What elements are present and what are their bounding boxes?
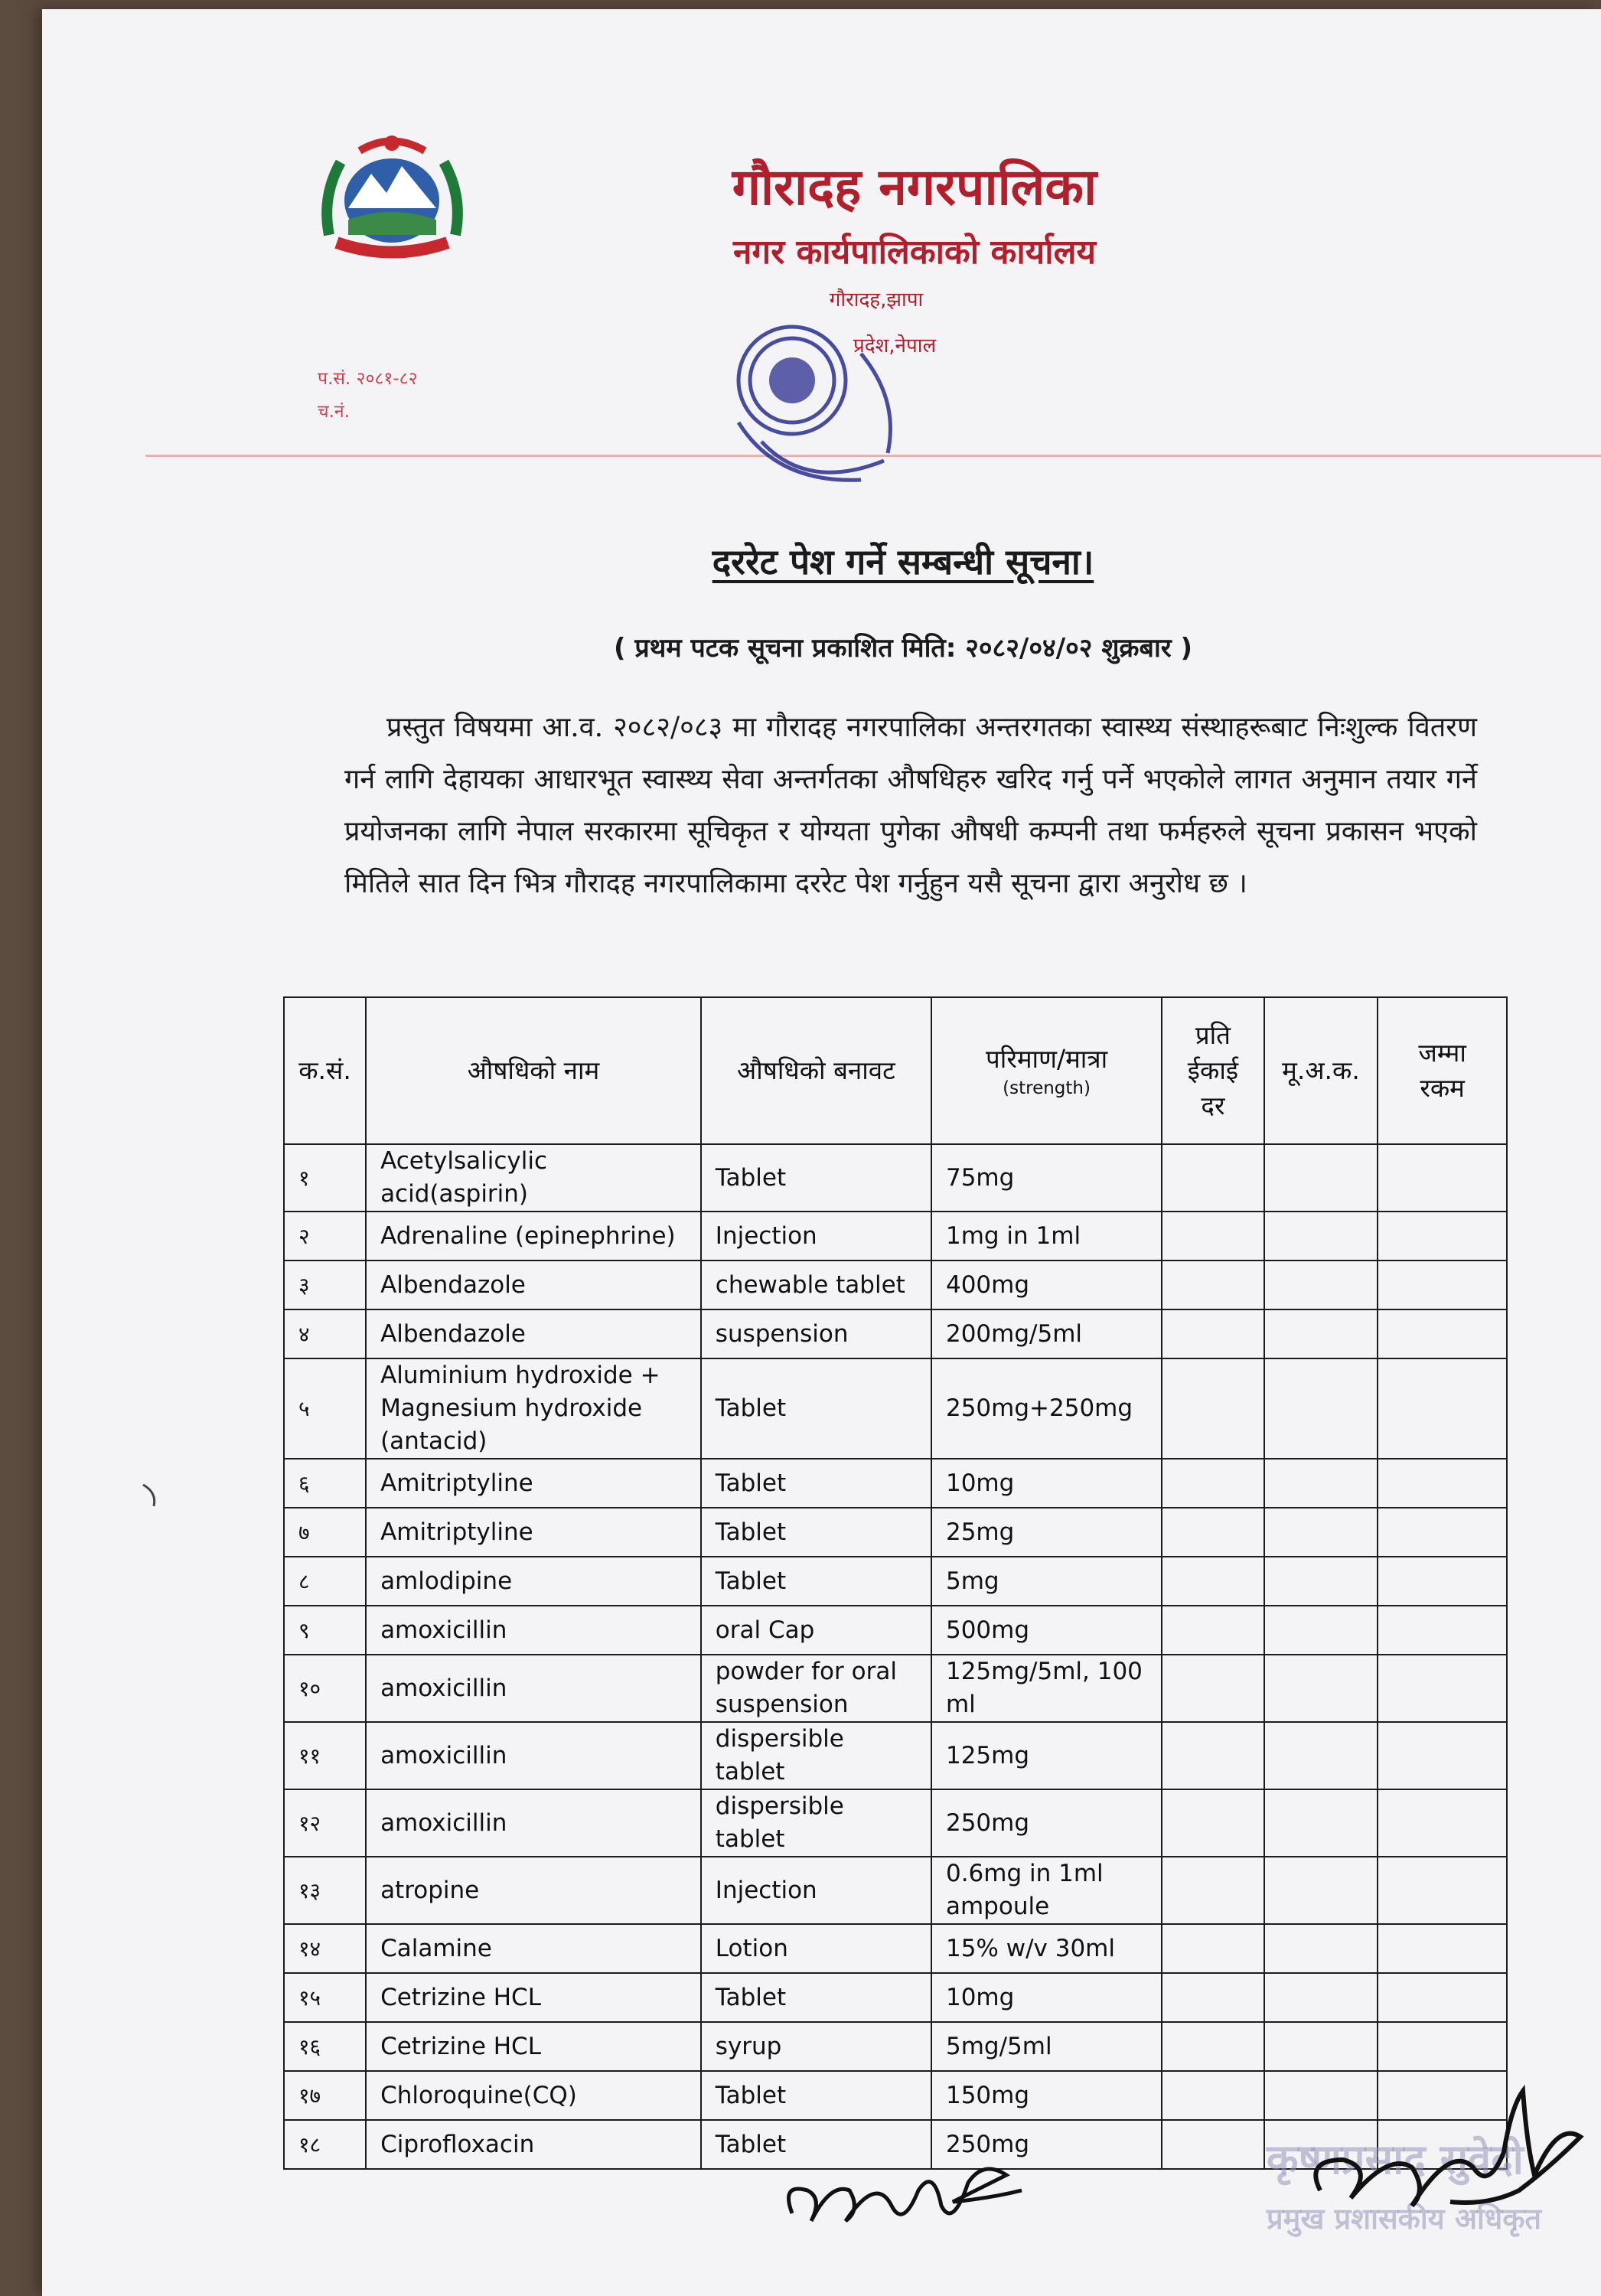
cell-sn: ७ [284,1508,366,1557]
cell-sn: १५ [284,1973,366,2022]
punch-hole-mark [134,1479,169,1514]
reference-number: प.सं. २०८१-८२ [318,369,418,389]
cell-dosage-form: Tablet [701,2120,931,2169]
cell-medicine-name: Aluminium hydroxide + Magnesium hydroxide (antacid) [366,1358,701,1459]
cell-strength: 5mg/5ml [931,2022,1162,2071]
cell-total [1378,1309,1507,1358]
header-form: औषधिको बनावट [701,997,931,1144]
cell-total [1378,1508,1507,1557]
notice-body: प्रस्तुत विषयमा आ.व. २०८२/०८३ मा गौरादह नगरपालिका अन्तरगतका स्वास्थ्य संस्थाहरूबाट निःशुल्क वितरण गर्न लागि देहायका आधारभूत स्वास्थ्य सेवा अन्तर्गतका औषधिहरु खरिद गर्नु पर्ने भएकोले लागत अनुमान तयार गर्ने प्रयोजनका लागि नेपाल सरकारमा सूचिकृत र योग्यता पुगेका औषधी कम्पनी तथा फर्महरुले सूचना प्रकासन भएको मितिले सात दिन भित्र गौरादह नगरपालिकामा दररेट पेश गर्नुहुन यसै सूचना द्वारा अनुरोध छ । [344,712,1477,899]
cell-strength: 1mg in 1ml [931,1212,1162,1261]
cell-sn: १ [284,1144,366,1212]
cell-strength: 250mg [931,1789,1162,1857]
cell-vat [1264,2022,1378,2071]
cell-medicine-name: amoxicillin [366,1722,701,1789]
cell-total [1378,1973,1507,2022]
cell-sn: २ [284,1212,366,1261]
cell-dosage-form: dispersible tablet [701,1789,931,1857]
medicine-table [283,996,1508,2170]
cell-medicine-name: amlodipine [366,1557,701,1606]
cell-rate [1162,1309,1264,1358]
cell-dosage-form: Lotion [701,1924,931,1973]
cell-sn: १६ [284,2022,366,2071]
cell-vat [1264,1212,1378,1261]
cell-strength: 250mg [931,2120,1162,2169]
cell-dosage-form: Tablet [701,1557,931,1606]
cell-total [1378,2022,1507,2071]
cell-total [1378,1459,1507,1508]
cell-dosage-form: powder for oral suspension [701,1655,931,1722]
cell-sn: १२ [284,1789,366,1857]
table-row [284,1144,1507,1212]
header-rate: प्रति ईकाई दर [1162,997,1264,1144]
cell-rate [1162,1789,1264,1857]
table-row [284,1358,1507,1459]
cell-total [1378,1655,1507,1722]
cell-dosage-form: Tablet [701,1459,931,1508]
table-row [284,1722,1507,1789]
cell-rate [1162,1857,1264,1924]
dispatch-number: च.नं. [318,402,350,422]
cell-dosage-form: Injection [701,1212,931,1261]
cell-total [1378,1789,1507,1857]
office-stamp [708,308,930,514]
cell-medicine-name: amoxicillin [366,1789,701,1857]
cell-rate [1162,1973,1264,2022]
cell-rate [1162,1722,1264,1789]
cell-strength: 400mg [931,1261,1162,1309]
cell-strength: 250mg+250mg [931,1358,1162,1459]
cell-medicine-name: Cetrizine HCL [366,1973,701,2022]
cell-sn: ९ [284,1606,366,1655]
nepal-emblem-logo [306,120,478,269]
cell-vat [1264,1722,1378,1789]
header-strength [931,997,1162,1144]
publication-date-line: ( प्रथम पटक सूचना प्रकाशित मिति: २०८२/०४/०२ शुक्रबार ) [613,633,1193,664]
cell-total [1378,1212,1507,1261]
table-row [284,1212,1507,1261]
cell-sn: ८ [284,1557,366,1606]
cell-total [1378,1722,1507,1789]
cell-total [1378,1261,1507,1309]
cell-strength: 200mg/5ml [931,1309,1162,1358]
medicine-table-body [284,1144,1507,2169]
table-row [284,1655,1507,1722]
table-row [284,1789,1507,1857]
table-row [284,1924,1507,1973]
cell-total [1378,1358,1507,1459]
cell-sn: ३ [284,1261,366,1309]
cell-vat [1264,1309,1378,1358]
cell-total [1378,1924,1507,1973]
cell-vat [1264,1261,1378,1309]
cell-medicine-name: amoxicillin [366,1606,701,1655]
cell-strength: 15% w/v 30ml [931,1924,1162,1973]
cell-total [1378,1857,1507,1924]
cell-medicine-name: Albendazole [366,1261,701,1309]
cell-sn: ११ [284,1722,366,1789]
signatory-name-stamp: कृष्णप्रसाद सुवेदी [1267,2135,1524,2183]
header-name: औषधिको नाम [366,997,701,1144]
table-row [284,1459,1507,1508]
cell-dosage-form: dispersible tablet [701,1722,931,1789]
cell-sn: १८ [284,2120,366,2169]
cell-medicine-name: Adrenaline (epinephrine) [366,1212,701,1261]
cell-rate [1162,1459,1264,1508]
cell-dosage-form: suspension [701,1309,931,1358]
cell-dosage-form: Tablet [701,2071,931,2120]
cell-vat [1264,1606,1378,1655]
cell-dosage-form: Tablet [701,1973,931,2022]
cell-total [1378,1144,1507,1212]
table-row [284,1309,1507,1358]
cell-dosage-form: Tablet [701,1358,931,1459]
org-office: नगर कार्यपालिकाको कार्यालय [733,233,1096,272]
cell-strength: 125mg [931,1722,1162,1789]
table-row [284,1973,1507,2022]
cell-sn: ४ [284,1309,366,1358]
cell-vat [1264,1973,1378,2022]
cell-sn: १० [284,1655,366,1722]
notice-sheet [42,9,1601,2296]
cell-dosage-form: chewable tablet [701,1261,931,1309]
cell-rate [1162,1924,1264,1973]
table-header-row [284,997,1507,1144]
cell-medicine-name: Acetylsalicylic acid(aspirin) [366,1144,701,1212]
cell-strength: 25mg [931,1508,1162,1557]
cell-dosage-form: Tablet [701,1144,931,1212]
cell-sn: १३ [284,1857,366,1924]
cell-rate [1162,2071,1264,2120]
notice-title: दररेट पेश गर्ने सम्बन्धी सूचना। [712,541,1094,582]
cell-vat [1264,1144,1378,1212]
org-name: गौरादह नगरपालिका [732,157,1097,217]
cell-dosage-form: Tablet [701,1508,931,1557]
cell-vat [1264,1358,1378,1459]
cell-vat [1264,1459,1378,1508]
cell-vat [1264,1557,1378,1606]
cell-medicine-name: Cetrizine HCL [366,2022,701,2071]
handwritten-signature-left [777,2137,1029,2244]
cell-rate [1162,1508,1264,1557]
cell-total [1378,1557,1507,1606]
table-row [284,2022,1507,2071]
cell-dosage-form: syrup [701,2022,931,2071]
cell-medicine-name: Amitriptyline [366,1459,701,1508]
cell-rate [1162,2120,1264,2169]
cell-medicine-name: amoxicillin [366,1655,701,1722]
header-strength-sub: (strength) [1003,1078,1091,1098]
cell-vat [1264,1508,1378,1557]
cell-strength: 10mg [931,1459,1162,1508]
cell-sn: १४ [284,1924,366,1973]
header-total: जम्मा रकम [1378,997,1507,1144]
cell-rate [1162,1557,1264,1606]
cell-medicine-name: Chloroquine(CQ) [366,2071,701,2120]
cell-strength: 5mg [931,1557,1162,1606]
cell-vat [1264,1655,1378,1722]
cell-vat [1264,1924,1378,1973]
cell-rate [1162,1606,1264,1655]
cell-rate [1162,1655,1264,1722]
cell-dosage-form: Injection [701,1857,931,1924]
cell-dosage-form: oral Cap [701,1606,931,1655]
cell-vat [1264,1789,1378,1857]
table-row [284,1557,1507,1606]
cell-medicine-name: Amitriptyline [366,1508,701,1557]
cell-strength: 0.6mg in 1ml ampoule [931,1857,1162,1924]
cell-sn: १७ [284,2071,366,2120]
header-sn: क.सं. [284,997,366,1144]
cell-rate [1162,2022,1264,2071]
cell-rate [1162,1358,1264,1459]
org-address: गौरादह,झापा [829,289,924,311]
cell-vat [1264,1857,1378,1924]
table-row [284,1606,1507,1655]
cell-rate [1162,1212,1264,1261]
cell-sn: ५ [284,1358,366,1459]
cell-strength: 150mg [931,2071,1162,2120]
cell-sn: ६ [284,1459,366,1508]
cell-total [1378,1606,1507,1655]
cell-rate [1162,1261,1264,1309]
org-country: प्रदेश,नेपाल [853,334,937,357]
cell-medicine-name: Ciprofloxacin [366,2120,701,2169]
signatory-role-stamp: प्रमुख प्रशासकीय अधिकृत [1267,2202,1542,2236]
table-row [284,1857,1507,1924]
cell-strength: 125mg/5ml, 100 ml [931,1655,1162,1722]
table-row [284,1261,1507,1309]
cell-medicine-name: atropine [366,1857,701,1924]
table-row [284,1508,1507,1557]
header-vat: मू.अ.क. [1264,997,1378,1144]
cell-medicine-name: Calamine [366,1924,701,1973]
cell-strength: 10mg [931,1973,1162,2022]
cell-rate [1162,1144,1264,1212]
cell-strength: 75mg [931,1144,1162,1212]
cell-medicine-name: Albendazole [366,1309,701,1358]
cell-strength: 500mg [931,1606,1162,1655]
header-strength-label: परिमाण/मात्रा [986,1044,1108,1074]
handwritten-signature-right [1259,2076,1601,2282]
